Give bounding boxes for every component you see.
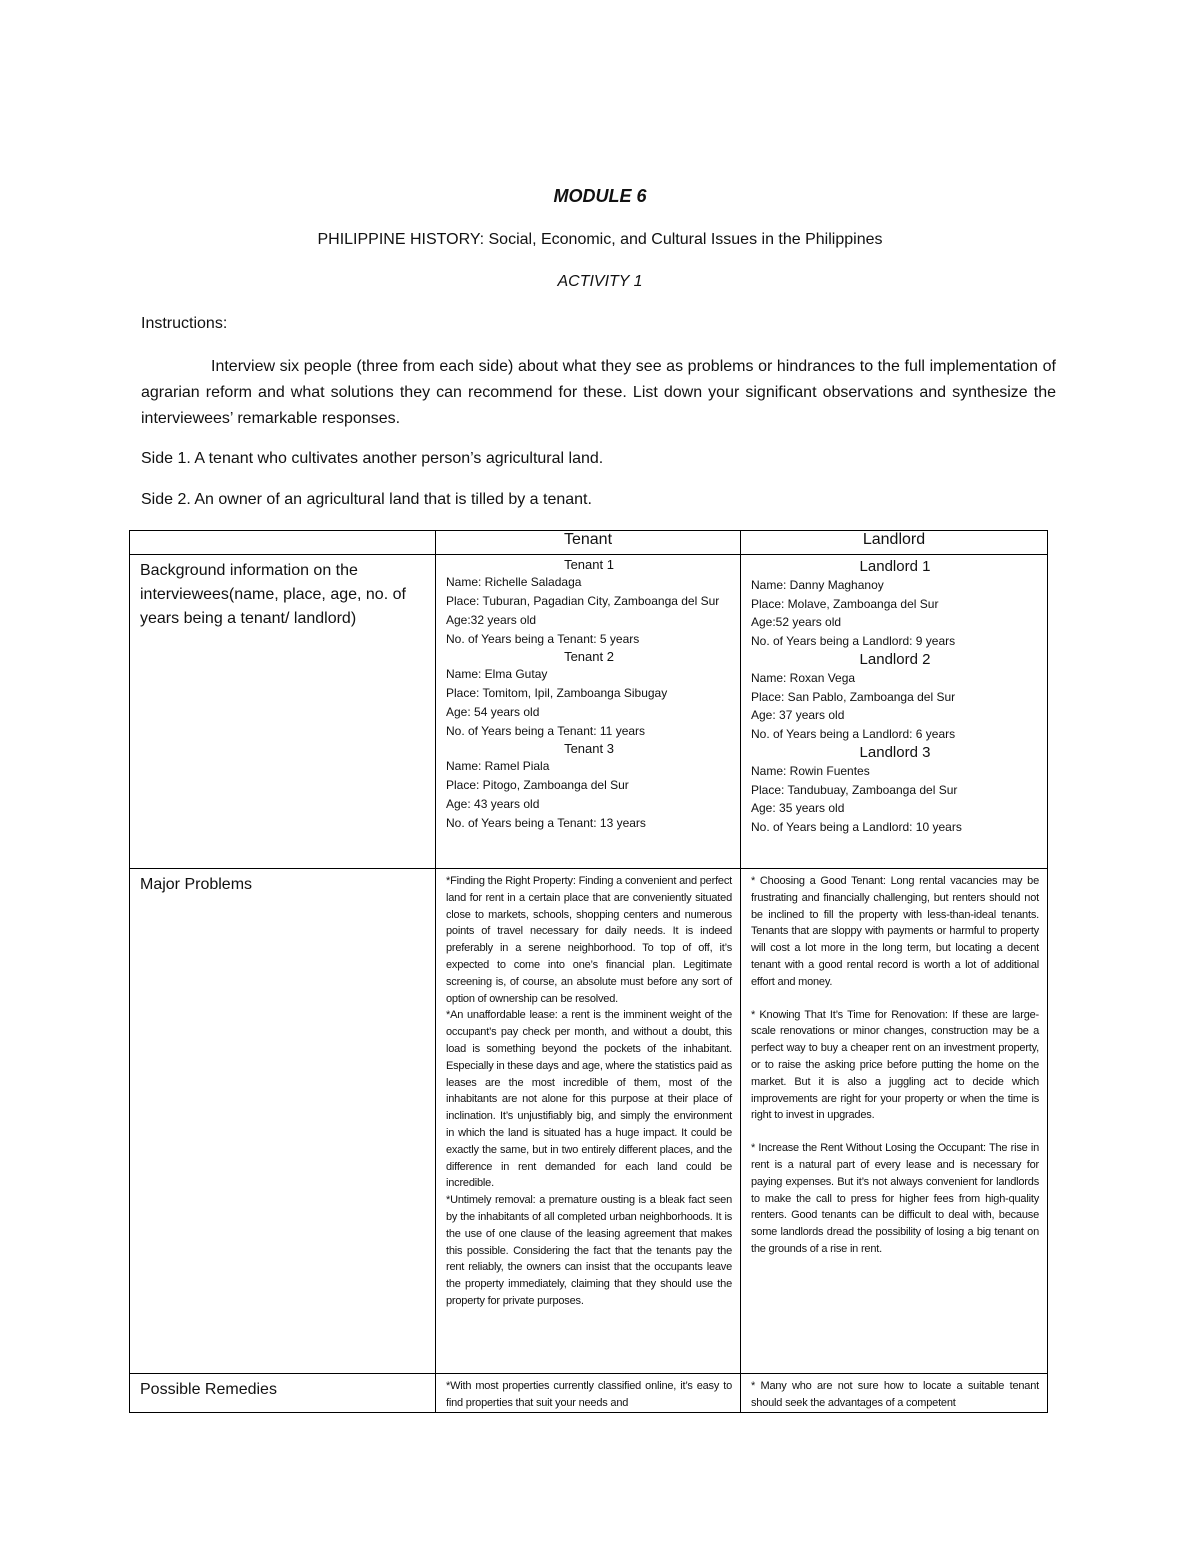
landlord-problems-cell [741,869,1048,1374]
tenant-heading: Tenant 1 [564,557,614,572]
tenant-name: Name: Ramel Piala [446,759,550,773]
table-row [130,555,1048,869]
tenant-name: Name: Richelle Saladaga [446,575,582,589]
instructions-body: Interview six people (three from each side) about what they see as problems or hindrances to the full implementation of agrarian reform and what solutions they can recommend for these. List down your significant observations and synthesize the interviewees’ remarkable responses. [141,358,1056,427]
landlord-years: No. of Years being a Landlord: 6 years [751,726,956,741]
tenant-2-block [446,649,732,741]
landlord-place: Place: Tandubuay, Zamboanga del Sur [751,782,958,797]
tenant-name: Name: Elma Gutay [446,667,548,681]
tenant-place: Place: Tomitom, Ipil, Zamboanga Sibugay [446,686,668,700]
interview-table [129,530,1048,1413]
landlord-place: Place: Molave, Zamboanga del Sur [751,596,939,611]
tenant-age: Age: 43 years old [446,797,540,811]
header-landlord: Landlord [741,531,1048,555]
landlord-3-block [751,743,1039,836]
tenant-years: No. of Years being a Tenant: 5 years [446,632,640,646]
landlord-1-block [751,557,1039,650]
header-tenant: Tenant [436,531,741,555]
table-row [130,869,1048,1374]
activity-heading: ACTIVITY 1 [557,273,643,290]
landlord-2-block [751,650,1039,743]
table-header-row [130,531,1048,555]
tenant-years: No. of Years being a Tenant: 13 years [446,816,646,830]
landlord-place: Place: San Pablo, Zamboanga del Sur [751,689,956,704]
landlord-heading: Landlord 2 [859,651,931,668]
side-2-description: Side 2. An owner of an agricultural land that is tilled by a tenant. [141,491,592,508]
possible-remedies-label: Possible Remedies [130,1374,436,1413]
landlord-remedy-cell [741,1374,1048,1413]
tenant-remedy-text: *With most properties currently classified online, it’s easy to find properties that suit your needs and [446,1380,732,1409]
tenant-problem-paragraph: *An unaffordable lease: a rent is the imminent weight of the occupant’s pay check per month, and without a doubt, this load is something beyond the pockets of the inhabitant. Especially in these days and age, where the statistics paid as leases are the most incredible of them, most of the inhabitants are not alone for this purpose at their place of inclination. It’s unjustifiably big, and simply the environment in which the land is situated has a huge impact. It could be exactly the same, but in two entirely different places, and the difference in rent demanded for each land could be incredible. [446,1009,732,1190]
tenant-1-block [446,557,732,649]
landlord-age: Age:52 years old [751,615,842,629]
landlord-remedy-text: * Many who are not sure how to locate a suitable tenant should seek the advantages of a competent [751,1380,1039,1409]
landlord-years: No. of Years being a Landlord: 10 years [751,819,962,834]
page-title: MODULE 6 [553,186,647,206]
landlord-heading: Landlord 1 [859,558,931,575]
instructions-label: Instructions: [141,315,228,332]
major-problems-label: Major Problems [130,869,436,1374]
landlord-problem-paragraph: * Choosing a Good Tenant: Long rental vacancies may be frustrating and financially challenging, but renters should not be inclined to fill the property with less-than-ideal tenants. Tenants that are sloppy with payments or harmful to property will cost a lot more in the long term, but locating a decent tenant with a good rental record is worth a lot of additional effort and money. [751,875,1039,988]
tenant-problems-cell [436,869,741,1374]
subtitle: PHILIPPINE HISTORY: Social, Economic, and Cultural Issues in the Philippines [317,231,883,248]
tenant-heading: Tenant 3 [564,741,614,756]
landlord-years: No. of Years being a Landlord: 9 years [751,633,956,648]
tenant-years: No. of Years being a Tenant: 11 years [446,724,646,738]
background-label: Background information on the interviewees(name, place, age, no. of years being a tenant/ landlord) [130,555,436,869]
table-row [130,1374,1048,1413]
landlord-name: Name: Danny Maghanoy [751,578,884,592]
header-empty-cell [130,531,436,555]
landlord-name: Name: Rowin Fuentes [751,764,870,778]
landlord-info-cell [741,555,1048,869]
tenant-place: Place: Pitogo, Zamboanga del Sur [446,778,629,792]
tenant-age: Age:32 years old [446,613,537,627]
tenant-age: Age: 54 years old [446,705,540,719]
landlord-problem-paragraph: * Increase the Rent Without Losing the Occupant: The rise in rent is a natural part of every lease and is necessary for paying expenses. But it’s not always convenient for landlords to make the call to press for higher fees from high-quality renters. Good tenants can be difficult to deal with, because some landlords dread the possibility of losing a big tenant on the grounds of a rise in rent. [751,1142,1039,1255]
landlord-problem-paragraph: * Knowing That It’s Time for Renovation: If these are large-scale renovations or minor changes, construction may be a perfect way to buy a cheaper rent on an investment property, or to raise the asking price before putting the home on the market. But it is also a juggling act to decide which improvements are right for your property or when the time is right to invest in upgrades. [751,1008,1039,1122]
landlord-name: Name: Roxan Vega [751,671,856,685]
tenant-place: Place: Tuburan, Pagadian City, Zamboanga del Sur [446,594,720,608]
tenant-remedy-cell [436,1374,741,1413]
landlord-age: Age: 35 years old [751,801,845,815]
tenant-problem-paragraph: *Finding the Right Property: Finding a convenient and perfect land for rent in a certain place that are conveniently situated close to markets, schools, shopping centers and numerous points of travel necessary for daily needs. It is indeed preferably in a serene neighborhood. To top of off, it’s expected to come into one’s financial plan. Legitimate screening is, of course, an absolute must before any sort of option of ownership can be resolved. [446,875,732,1005]
landlord-heading: Landlord 3 [859,744,931,761]
side-1-description: Side 1. A tenant who cultivates another person’s agricultural land. [141,450,604,467]
tenant-info-cell [436,555,741,869]
tenant-heading: Tenant 2 [564,649,614,664]
landlord-age: Age: 37 years old [751,708,845,722]
tenant-problem-paragraph: *Untimely removal: a premature ousting is a bleak fact seen by the inhabitants of all completed urban neighborhoods. It is the use of one clause of the leasing agreement that makes this possible. Considering the fact that the tenants pay the rent reliably, the owners can insist that the occupants leave the property immediately, claiming that they should use the property for private purposes. [446,1194,732,1307]
tenant-3-block [446,741,732,833]
